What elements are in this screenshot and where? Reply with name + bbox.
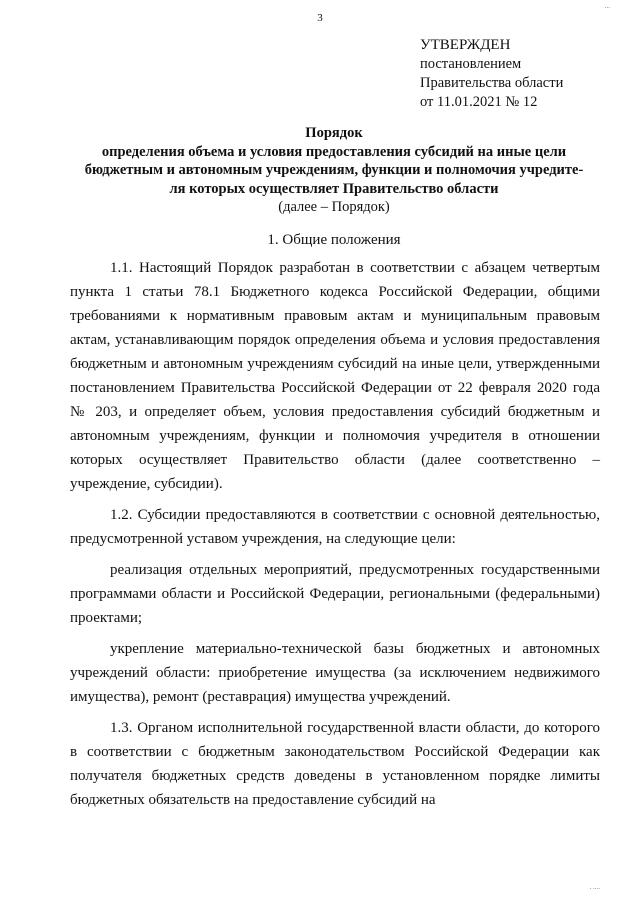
paragraph-1-3: 1.3. Органом исполнительной государственной власти области, до которого в соответствии с бюджетным законодательством Российской Федерации как получателя бюджетных средств доведены в установленном порядке лимиты бюджетных обязательств на предоставление субсидий на (70, 720, 600, 808)
document-title-block (60, 124, 608, 217)
page-number: 3 (317, 12, 323, 24)
approval-line-3: Правительства области (420, 75, 564, 91)
corner-mark-top: ... (604, 2, 610, 10)
document-title: Порядок (305, 125, 363, 141)
document-subtitle-line-1: определения объема и условия предоставления субсидий на иные цели (101, 143, 567, 160)
document-body (70, 256, 600, 819)
approval-line-2: постановлением (420, 56, 522, 72)
approval-stamp-block (420, 36, 630, 112)
paragraph-goal-1: реализация отдельных мероприятий, предусмотренных государственными программами области и Российской Федерации, региональными (федеральными) проектами; (70, 562, 600, 626)
document-abbreviation-note: (далее – Порядок) (278, 199, 390, 215)
section-heading: 1. Общие положения (267, 232, 401, 248)
paragraph-goal-2: укрепление материально-технической базы бюджетных и автономных учреждений области: приобретение имущества (за исключением недвижимого имущества), ремонт (реставрация) имущества учреждений. (70, 641, 600, 705)
document-subtitle-line-3: ля которых осуществляет Правительство области (169, 180, 499, 197)
approval-heading: УТВЕРЖДЕН (420, 37, 511, 53)
corner-mark-bottom: . .... (589, 883, 600, 891)
paragraph-1-1: 1.1. Настоящий Порядок разработан в соответствии с абзацем четвертым пункта 1 статьи 78.1 Бюджетного кодекса Российской Федерации, общими требованиями к нормативным правовым актам и муниципальным правовым актам, устанавливающим порядок определения объема и условия предоставления бюджетным и автономным учреждениям субсидий на иные цели, утвержденными постановлением Правительства Российской Федерации от 22 февраля 2020 года № 203, и определяет объем, условия предоставления субсидий бюджетным и автономным учреждениям, функции и полномочия учредителя в отношении которых осуществляет Правительство области (далее соответственно – учреждение, субсидии). (70, 260, 600, 492)
document-subtitle-line-2: бюджетным и автономным учреждениям, функции и полномочия учредите- (84, 162, 584, 178)
approval-date-number: от 11.01.2021 № 12 (420, 94, 538, 110)
paragraph-1-2: 1.2. Субсидии предоставляются в соответствии с основной деятельностью, предусмотренной уставом учреждения, на следующие цели: (70, 507, 600, 547)
